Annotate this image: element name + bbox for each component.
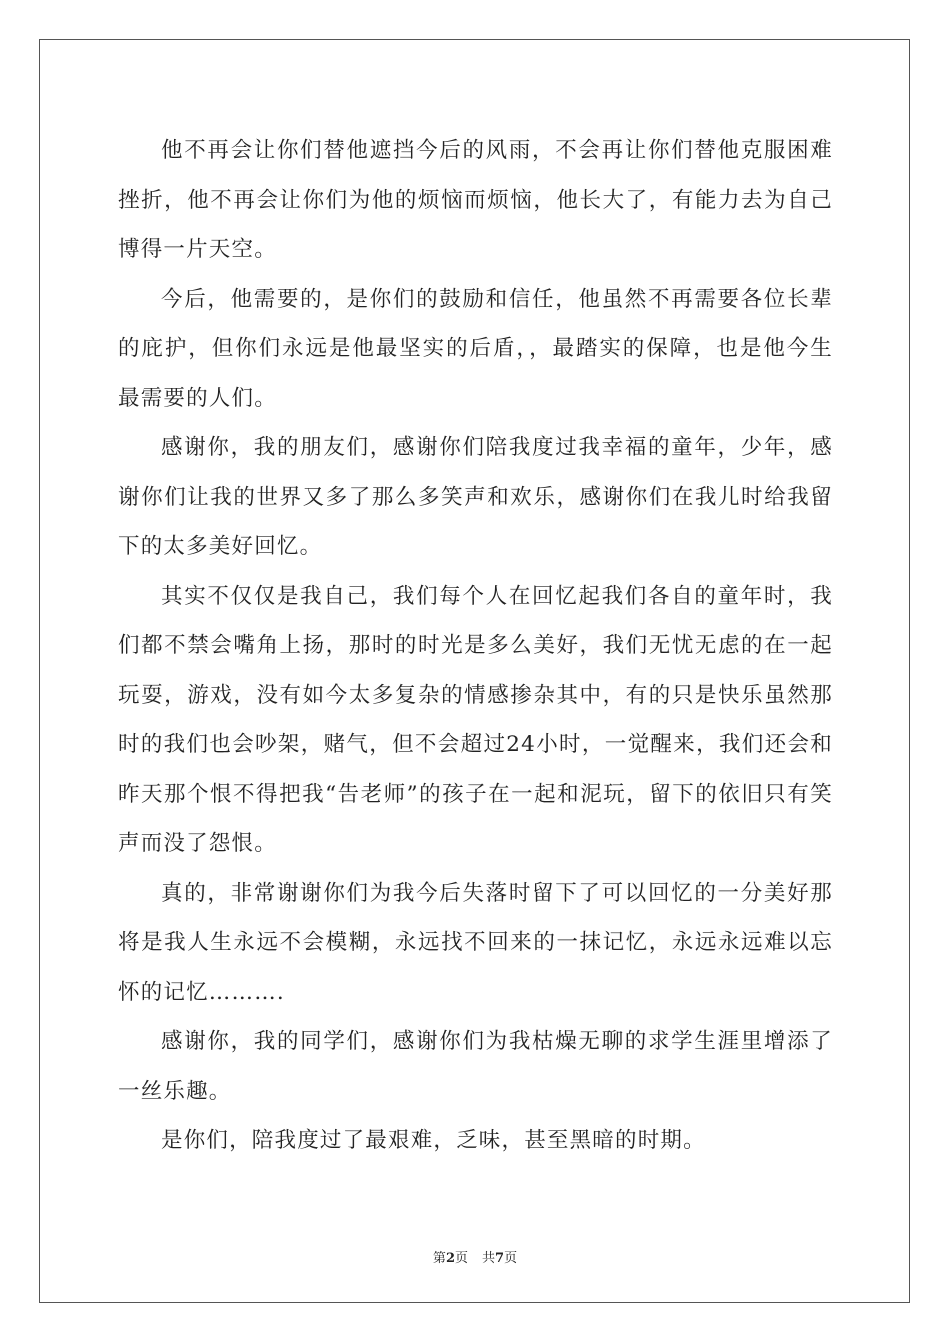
paragraph: 其实不仅仅是我自己，我们每个人在回忆起我们各自的童年时，我们都不禁会嘴角上扬，那时的时光是多么美好，我们无忧无虑的在一起玩耍，游戏，没有如今太多复杂的情感掺杂其中，有的只是快乐虽然那时的我们也会吵架，赌气，但不会超过24小时，一觉醒来，我们还会和昨天那个恨不得把我“告老师”的孩子在一起和泥玩，留下的依旧只有笑声而没了怨恨。 xyxy=(118,583,833,856)
paragraph: 是你们，陪我度过了最艰难，乏味，甚至黑暗的时期。 xyxy=(161,1128,706,1153)
page-number: 2 xyxy=(445,1251,455,1266)
paragraph: 感谢你，我的同学们，感谢你们为我枯燥无聊的求学生涯里增添了一丝乐趣。 xyxy=(118,1029,833,1104)
total-pages: 7 xyxy=(495,1251,505,1266)
page-number-suffix: 页 xyxy=(454,1251,468,1266)
total-pages-suffix: 页 xyxy=(504,1251,518,1266)
paragraph: 他不再会让你们替他遮挡今后的风雨，不会再让你们替他克服困难挫折，他不再会让你们为他的烦恼而烦恼，他长大了，有能力去为自己博得一片天空。 xyxy=(118,138,833,262)
document-body xyxy=(118,126,833,1166)
page-footer xyxy=(0,1247,950,1266)
paragraph: 真的，非常谢谢你们为我今后失落时留下了可以回忆的一分美好那将是我人生永远不会模糊，永远找不回来的一抹记忆，永远永远难以忘怀的记忆………. xyxy=(118,880,833,1005)
page-number-prefix: 第 xyxy=(432,1251,446,1266)
total-pages-prefix: 共 xyxy=(482,1251,496,1266)
paragraph: 感谢你，我的朋友们，感谢你们陪我度过我幸福的童年，少年，感谢你们让我的世界又多了那么多笑声和欢乐，感谢你们在我儿时给我留下的太多美好回忆。 xyxy=(118,435,833,559)
paragraph: 今后，他需要的，是你们的鼓励和信任，他虽然不再需要各位长辈的庇护，但你们永远是他最坚实的后盾，，最踏实的保障，也是他今生最需要的人们。 xyxy=(118,286,833,411)
